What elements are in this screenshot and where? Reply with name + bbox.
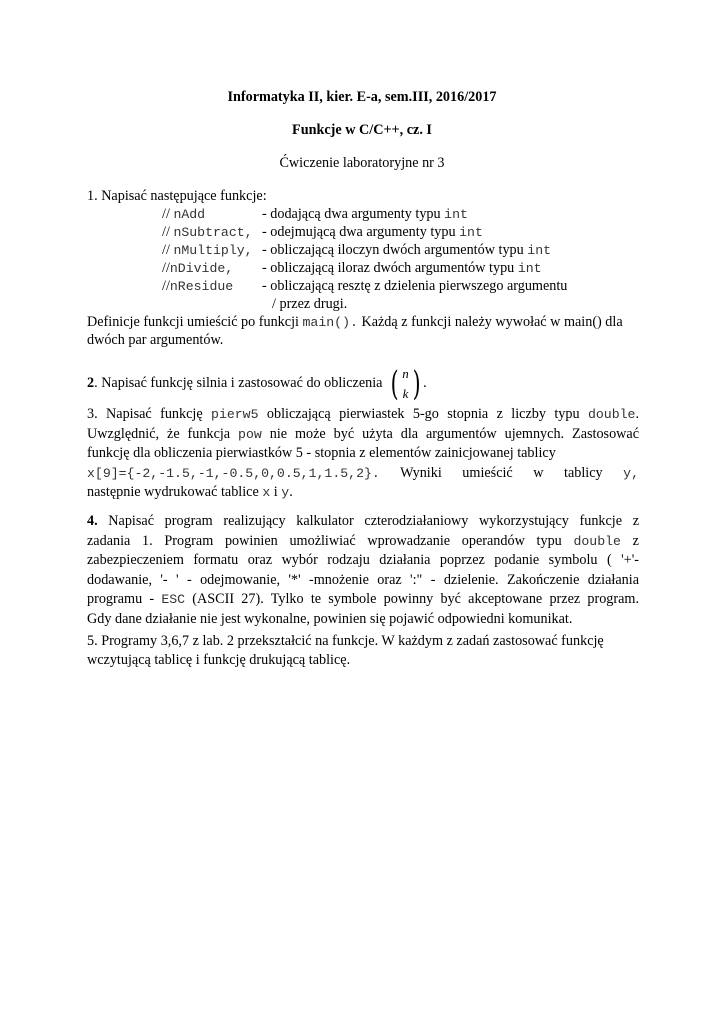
- function-desc: - obliczającą resztę z dzielenia pierwszego argumentu: [262, 278, 568, 294]
- binomial-coefficient: ( n k ): [390, 363, 421, 404]
- function-row: //nDivide,: [162, 260, 234, 276]
- task5-cont: wczytującą tablicę i funkcję drukującą tablicę.: [87, 652, 351, 668]
- function-row: // nMultiply,: [162, 242, 253, 258]
- task1-definitions: Definicje funkcji umieścić po funkcji main(). Każdą z funkcji należy wywołać w main() dla: [87, 314, 623, 330]
- function-desc: - dodającą dwa argumenty typu int: [262, 206, 468, 222]
- function-desc: - obliczającą iloraz dwóch argumentów typu int: [262, 260, 542, 276]
- function-desc: - odejmującą dwa argumenty typu int: [262, 224, 483, 240]
- task2: 2. Napisać funkcję silnia i zastosować do obliczenia ( n k ) .: [87, 363, 427, 404]
- task4: 4. Napisać program realizujący kalkulator czterodziałaniowy wykorzystujący funkcje z zadania 1. Program powinien umożliwiać wprowadzanie operandów typu double z zabezpieczeniem formatu oraz wybór rodzaju działania poprzez podanie symbolu ( '+'- dodawanie, '- ' - odejmowanie, '*' -mnożenie oraz ':" - dzielenie. Zakończenie działania programu - ESC (ASCII 27). Tylko te symbole powinny być akceptowane przez program. Gdy dane działanie nie jest wykonalne, powinien się pojawić odpowiedni komunikat.: [87, 513, 639, 627]
- topic-title: Funkcje w C/C++, cz. I: [292, 122, 432, 138]
- function-desc-continuation: / przez drugi.: [272, 296, 348, 312]
- task3: 3. Napisać funkcję pierw5 obliczającą pierwiastek 5-go stopnia z liczby typu double. Uwzględnić, że funkcja pow nie może być użyta dla argumentów ujemnych. Zastosować funkcję dla obliczenia pierwiastków 5 - stopnia z elementów zainicjowanej tablicy x[9]={-2,-1.5,-1,-0.5,0,0.5,1,1.5,2}. Wyniki umieścić w tablicy y, następnie wydrukować tablice x i y.: [87, 406, 639, 500]
- task1-intro: 1. Napisać następujące funkcje:: [87, 188, 267, 204]
- function-row: // nSubtract,: [162, 224, 253, 240]
- function-row: //nResidue: [162, 278, 234, 294]
- exercise-title: Ćwiczenie laboratoryjne nr 3: [279, 155, 445, 171]
- function-desc: - obliczającą iloczyn dwóch argumentów typu int: [262, 242, 552, 258]
- course-header: Informatyka II, kier. E-a, sem.III, 2016/2017: [227, 89, 497, 105]
- task1-definitions-cont: dwóch par argumentów.: [87, 332, 224, 348]
- function-row: // nAdd: [162, 206, 206, 222]
- task5: 5. Programy 3,6,7 z lab. 2 przekształcić na funkcje. W każdym z zadań zastosować funkcję: [87, 633, 604, 649]
